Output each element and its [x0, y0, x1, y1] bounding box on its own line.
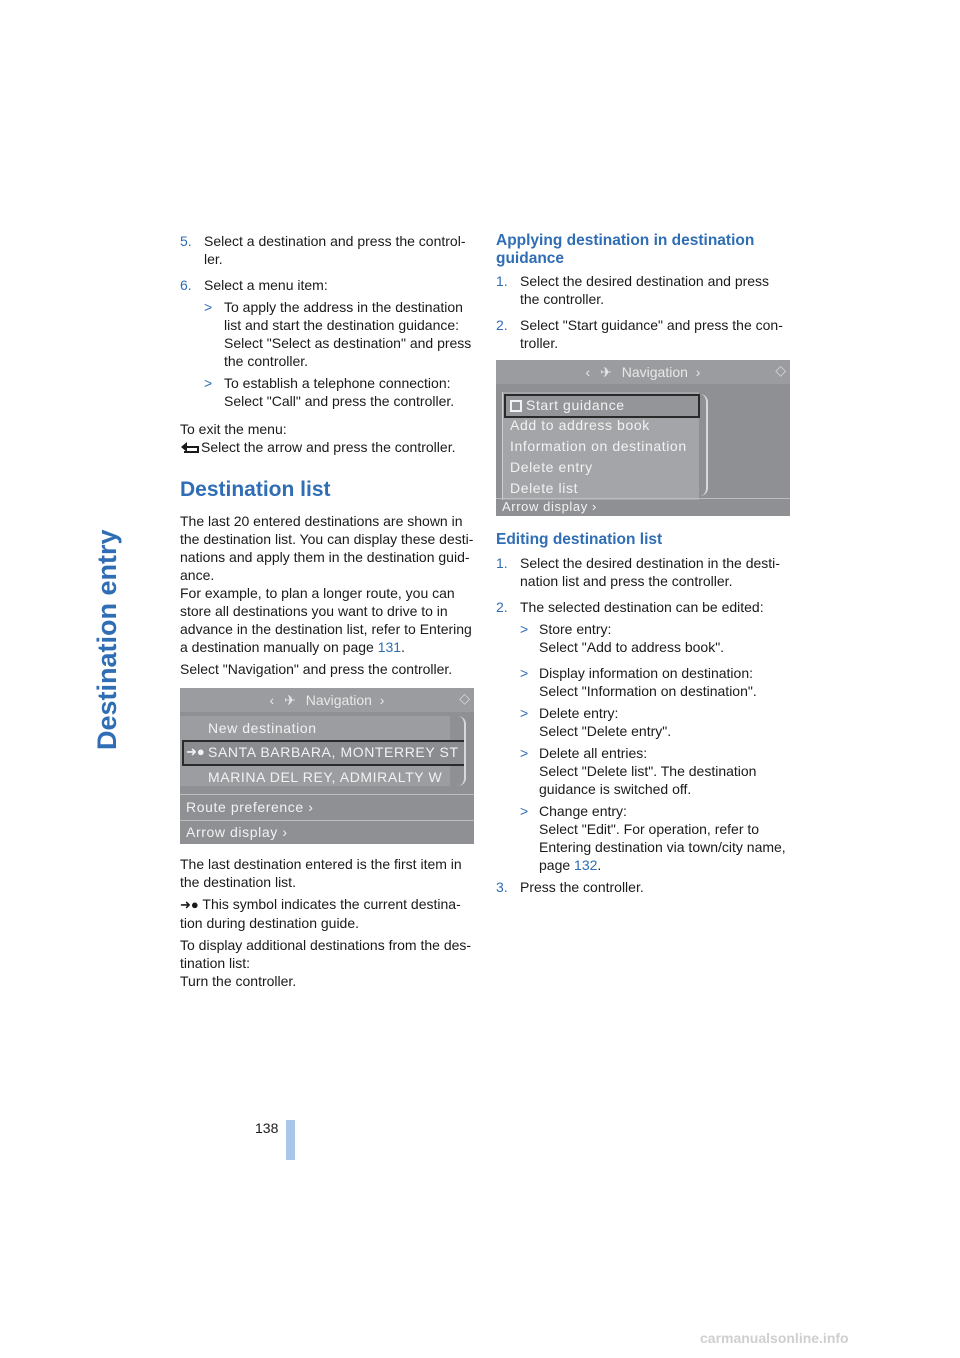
step-6: 6. Select a menu item:: [180, 277, 328, 293]
exit-line: To exit the menu:: [180, 421, 287, 437]
chevron-right-icon: ›: [695, 364, 701, 380]
menu-add-to-address-book[interactable]: Add to address book: [510, 417, 650, 433]
menu-information-on-destination[interactable]: Information on destination: [510, 438, 687, 454]
heading-destination-list: Destination list: [180, 478, 331, 501]
bullet-delete-entry: > Delete entry: Select "Delete entry".: [520, 705, 672, 739]
page-ref-line: a destination manually on page 131.: [180, 639, 405, 655]
menu-route-preference[interactable]: Route preference ›: [186, 799, 314, 815]
settings-icon: ◇: [775, 362, 786, 378]
bullet-apply-address: > To apply the address in the destination list and start the destination guidance: Select "Select as destination" and press the controller.: [204, 299, 472, 369]
bullet-call: > To establish a telephone connection: Select "Call" and press the controller.: [204, 375, 455, 409]
back-arrow-icon: [180, 441, 200, 454]
page-marker-bar: [286, 1120, 295, 1160]
navigation-screen-destination-list: [180, 688, 474, 844]
settings-icon: ◇: [459, 690, 470, 706]
section-title: Destination entry: [92, 529, 122, 750]
menu-delete-entry[interactable]: Delete entry: [510, 459, 593, 475]
chevron-left-icon: ‹: [269, 692, 275, 708]
menu-start-guidance[interactable]: Start guidance: [504, 394, 700, 418]
left-column: [180, 232, 480, 458]
exit-instruction: Select the arrow and press the controller.: [180, 438, 480, 458]
step-5: 5. Select a destination and press the control- ler.: [180, 233, 466, 267]
checkbox-icon: [510, 400, 522, 412]
current-destination-icon: ➜●: [186, 744, 205, 759]
applying-steps: [496, 272, 796, 356]
chevron-right-icon: ›: [379, 692, 385, 708]
screen-header: ‹ ✈ Navigation ›: [496, 360, 790, 384]
heading-editing-destination-list: Editing destination list: [496, 531, 663, 548]
bullet-delete-all: > Delete all entries: Select "Delete list". The destination guidance is switched off.: [520, 745, 757, 797]
screen-header: ‹ ✈ Navigation ›: [180, 688, 474, 712]
menu-marina-del-rey[interactable]: MARINA DEL REY, ADMIRALTY W: [208, 769, 443, 785]
editing-steps: [496, 554, 796, 900]
menu-new-destination[interactable]: New destination: [208, 720, 317, 736]
page-number: 138: [255, 1120, 279, 1136]
scrollbar[interactable]: [700, 394, 708, 496]
edit-step-2: 2. The selected destination can be edited:: [496, 599, 764, 615]
chevron-left-icon: ‹: [585, 364, 591, 380]
apply-step-1: 1. Select the desired destination and press the controller.: [496, 273, 770, 307]
scrollbar[interactable]: [458, 716, 466, 786]
apply-step-2: 2. Select "Start guidance" and press the con- troller.: [496, 317, 783, 351]
destination-list-intro: The last 20 entered destinations are shown in the destination list. You can display these desti- nations and apply them in the destination guid- ance. For example, to plan a longer route, you can store all destinations you want to drive to in advance in the destination list, refer to Entering a destination manually on page 131. Select "Navigation" and press the controller.: [180, 512, 480, 678]
navigation-icon: ✈: [600, 364, 612, 380]
current-destination-icon: ➜●: [180, 897, 199, 912]
menu-arrow-display[interactable]: Arrow display ›: [186, 824, 288, 840]
bullet-store-entry: > Store entry: Select "Add to address book".: [520, 621, 725, 655]
symbol-note: ➜● This symbol indicates the current destina-: [180, 896, 461, 912]
navigation-screen-start-guidance: [496, 360, 790, 516]
bullet-display-information: > Display information on destination: Select "Information on destination".: [520, 665, 757, 699]
menu-arrow-display[interactable]: Arrow display ›: [502, 499, 597, 514]
footer-watermark: carmanualsonline.info: [700, 1330, 849, 1346]
edit-step-3: 3. Press the controller.: [496, 879, 644, 895]
page-ref-line: page 132.: [539, 857, 602, 873]
destination-list-notes: The last destination entered is the first item in the destination list. ➜● This symbol indicates the current destina- tion during destination guide. To display additional destinations from the des- tination list: Turn the controller.: [180, 855, 490, 990]
bullet-change-entry: > Change entry: Select "Edit". For operation, refer to Entering destination via town/city name, page 132.: [520, 803, 786, 873]
edit-step-1: 1. Select the desired destination in the desti- nation list and press the controller.: [496, 555, 780, 589]
page-link-132[interactable]: 132: [574, 857, 598, 873]
menu-delete-list[interactable]: Delete list: [510, 480, 579, 496]
page-link-131[interactable]: 131: [377, 639, 402, 655]
navigation-icon: ✈: [284, 692, 296, 708]
menu-current-destination[interactable]: ➜● SANTA BARBARA, MONTERREY ST: [182, 740, 466, 766]
heading-applying-destination: Applying destination in destination guidance: [496, 232, 755, 267]
